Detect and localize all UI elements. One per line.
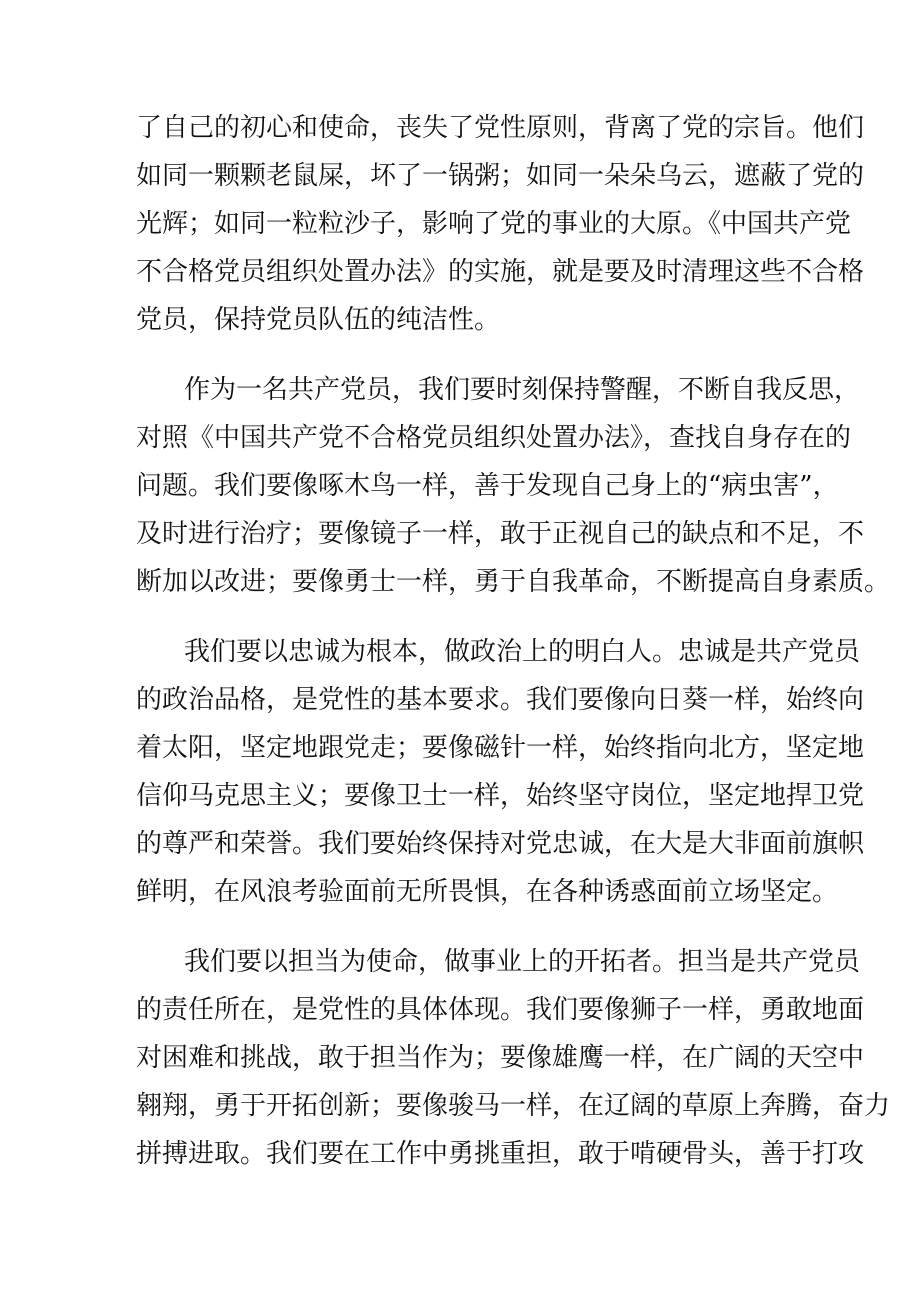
paragraph-line: 及时进行治疗；要像镜子一样，敢于正视自己的缺点和不足，不 [136,519,865,549]
paragraph-4 [136,938,891,1178]
paragraph-line: 着太阳，坚定地跟党走；要像磁针一样，始终指向北方，坚定地 [136,733,865,763]
paragraph-line: 鲜明，在风浪考验面前无所畏惧，在各种诱惑面前立场坚定。 [136,877,839,907]
paragraph-line: 作为一名共产党员，我们要时刻保持警醒，不断自我反思， [184,375,861,405]
paragraph-line: 如同一颗颗老鼠屎，坏了一锅粥；如同一朵朵乌云，遮蔽了党的 [136,161,865,191]
paragraph-line: 不合格党员组织处置办法》的实施，就是要及时清理这些不合格 [136,257,865,287]
paragraph-line: 对照《中国共产党不合格党员组织处置办法》，查找自身存在的 [136,423,852,453]
paragraph-line: 断加以改进；要像勇士一样，勇于自我革命，不断提高自身素质。 [136,567,891,597]
paragraph-line: 的责任所在，是党性的具体体现。我们要像狮子一样，勇敢地面 [136,995,865,1025]
paragraph-line: 问题。我们要像啄木鸟一样，善于发现自己身上的“病虫害”， [136,471,839,501]
paragraph-line: 拼搏进取。我们要在工作中勇挑重担，敢于啃硬骨头，善于打攻 [136,1139,865,1169]
paragraph-line: 了自己的初心和使命，丧失了党性原则，背离了党的宗旨。他们 [136,113,865,143]
paragraph-3 [136,628,865,916]
paragraph-1 [136,104,865,344]
paragraph-line: 光辉；如同一粒粒沙子，影响了党的事业的大原。《中国共产党 [136,209,852,239]
paragraph-line: 我们要以忠诚为根本，做政治上的明白人。忠诚是共产党员 [184,637,861,667]
paragraph-2 [136,366,891,606]
paragraph-line: 翱翔，勇于开拓创新；要像骏马一样，在辽阔的草原上奔腾，奋力 [136,1091,891,1121]
paragraph-line: 的尊严和荣誉。我们要始终保持对党忠诚，在大是大非面前旗帜 [136,829,865,859]
paragraph-line: 对困难和挑战，敢于担当作为；要像雄鹰一样，在广阔的天空中 [136,1043,865,1073]
paragraph-line: 我们要以担当为使命，做事业上的开拓者。担当是共产党员 [184,947,861,977]
paragraph-line: 的政治品格，是党性的基本要求。我们要像向日葵一样，始终向 [136,685,865,715]
document-body [136,104,891,1200]
paragraph-line: 信仰马克思主义；要像卫士一样，始终坚守岗位，坚定地捍卫党 [136,781,865,811]
paragraph-line: 党员，保持党员队伍的纯洁性。 [136,305,501,335]
